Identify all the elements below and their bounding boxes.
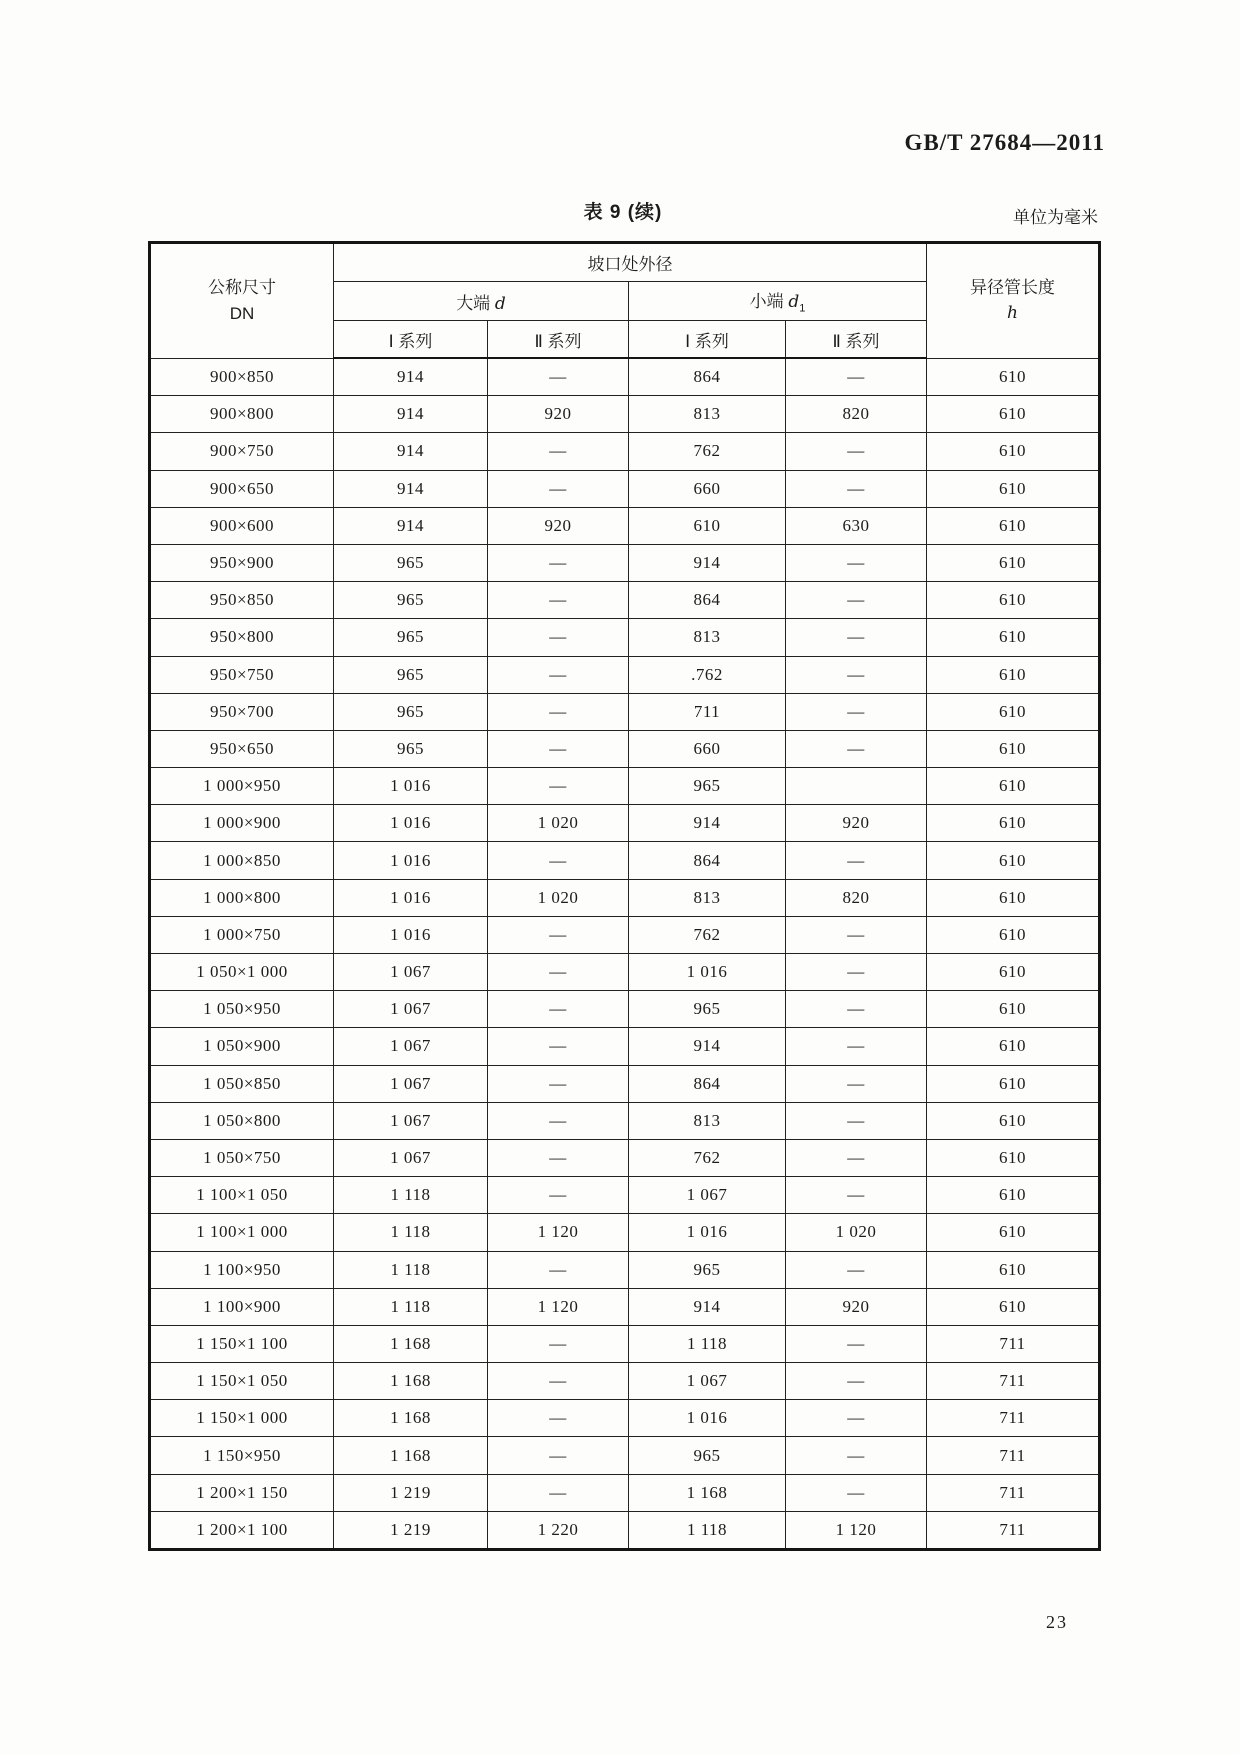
big-end-series2-cell: — [488, 582, 629, 619]
table-row [150, 1288, 1100, 1325]
small-end-series1-cell: 965 [629, 768, 786, 805]
header-big-end-series-1: Ⅰ 系列 [334, 321, 488, 359]
big-end-series1-cell: 1 118 [334, 1177, 488, 1214]
reducer-length-cell: 711 [927, 1474, 1100, 1511]
dn-cell: 1 000×950 [150, 768, 334, 805]
table-row [150, 768, 1100, 805]
small-end-series1-cell: .762 [629, 656, 786, 693]
table-row [150, 1325, 1100, 1362]
big-end-series2-cell: — [488, 1177, 629, 1214]
big-end-series2-cell: — [488, 1363, 629, 1400]
small-end-series2-cell: 1 120 [786, 1511, 927, 1549]
dn-cell: 900×800 [150, 396, 334, 433]
reducer-length-cell: 610 [927, 1139, 1100, 1176]
small-end-series1-cell: 1 016 [629, 1400, 786, 1437]
small-end-series1-cell: 1 168 [629, 1474, 786, 1511]
reducer-length-cell: 610 [927, 730, 1100, 767]
big-end-series2-cell: — [488, 842, 629, 879]
dn-cell: 1 000×850 [150, 842, 334, 879]
dn-cell: 950×850 [150, 582, 334, 619]
table-row [150, 507, 1100, 544]
small-end-series2-cell: — [786, 470, 927, 507]
small-end-series1-cell: 813 [629, 396, 786, 433]
small-end-series2-cell: — [786, 1177, 927, 1214]
small-end-series1-cell: 762 [629, 433, 786, 470]
dn-cell: 1 050×850 [150, 1065, 334, 1102]
small-end-series2-cell: — [786, 1474, 927, 1511]
table-row [150, 396, 1100, 433]
small-end-series1-cell: 965 [629, 1251, 786, 1288]
big-end-series2-cell: — [488, 991, 629, 1028]
small-end-series2-cell: 920 [786, 805, 927, 842]
reducer-length-cell: 610 [927, 1102, 1100, 1139]
big-end-series2-cell: — [488, 544, 629, 581]
dn-cell: 950×700 [150, 693, 334, 730]
small-end-series1-cell: 914 [629, 805, 786, 842]
small-end-series1-cell: 914 [629, 544, 786, 581]
small-end-series1-cell: 813 [629, 619, 786, 656]
small-end-series1-cell: 1 067 [629, 1177, 786, 1214]
table-row [150, 1474, 1100, 1511]
dn-cell: 1 150×1 000 [150, 1400, 334, 1437]
big-end-series2-cell: — [488, 1400, 629, 1437]
small-end-series2-cell: 1 020 [786, 1214, 927, 1251]
reducer-length-cell: 711 [927, 1325, 1100, 1362]
big-end-series1-cell: 1 118 [334, 1214, 488, 1251]
header-small-end-series-1: Ⅰ 系列 [629, 321, 786, 359]
table-row [150, 954, 1100, 991]
dn-cell: 900×600 [150, 507, 334, 544]
small-end-series2-cell: — [786, 954, 927, 991]
big-end-series2-cell: 1 120 [488, 1288, 629, 1325]
table-row [150, 358, 1100, 396]
dn-cell: 1 000×900 [150, 805, 334, 842]
big-end-series2-cell: — [488, 656, 629, 693]
header-big-end-series-2: Ⅱ 系列 [488, 321, 629, 359]
big-end-series2-cell: — [488, 916, 629, 953]
small-end-series2-cell: — [786, 916, 927, 953]
small-end-series2-cell: — [786, 1437, 927, 1474]
big-end-series2-cell: — [488, 619, 629, 656]
small-end-series1-cell: 813 [629, 879, 786, 916]
table-caption: 表 9 (续) [583, 202, 663, 223]
dn-cell: 1 000×800 [150, 879, 334, 916]
big-end-series1-cell: 965 [334, 544, 488, 581]
big-end-series1-cell: 1 016 [334, 842, 488, 879]
reducer-length-cell: 610 [927, 470, 1100, 507]
small-end-series1-cell: 762 [629, 916, 786, 953]
reducer-length-cell: 610 [927, 916, 1100, 953]
dn-cell: 900×750 [150, 433, 334, 470]
table-row [150, 544, 1100, 581]
dn-cell: 950×750 [150, 656, 334, 693]
big-end-series1-cell: 1 016 [334, 916, 488, 953]
reducer-length-cell: 610 [927, 879, 1100, 916]
big-end-series2-cell: — [488, 1102, 629, 1139]
big-end-series1-cell: 1 118 [334, 1288, 488, 1325]
small-end-series2-cell: — [786, 619, 927, 656]
header-nominal-size-symbol: DN [229, 303, 255, 323]
unit-note: 单位为毫米 [1013, 208, 1098, 227]
small-end-series2-cell: 820 [786, 396, 927, 433]
small-end-series2-cell: 920 [786, 1288, 927, 1325]
small-end-series2-cell: — [786, 544, 927, 581]
big-end-series1-cell: 914 [334, 470, 488, 507]
reducer-length-cell: 711 [927, 1363, 1100, 1400]
big-end-series1-cell: 1 016 [334, 805, 488, 842]
big-end-series2-cell: — [488, 1437, 629, 1474]
small-end-series1-cell: 1 016 [629, 954, 786, 991]
dn-cell: 1 100×1 050 [150, 1177, 334, 1214]
table-row [150, 1251, 1100, 1288]
dn-cell: 950×900 [150, 544, 334, 581]
small-end-series1-cell: 965 [629, 991, 786, 1028]
reducer-length-cell: 610 [927, 842, 1100, 879]
dn-cell: 1 050×1 000 [150, 954, 334, 991]
reducer-dimension-table [148, 241, 1101, 1551]
reducer-length-cell: 711 [927, 1437, 1100, 1474]
big-end-series2-cell: — [488, 1251, 629, 1288]
reducer-length-cell: 610 [927, 582, 1100, 619]
small-end-series2-cell: 630 [786, 507, 927, 544]
small-end-series1-cell: 1 118 [629, 1325, 786, 1362]
reducer-length-cell: 610 [927, 768, 1100, 805]
reducer-length-cell: 610 [927, 1251, 1100, 1288]
table-row [150, 656, 1100, 693]
small-end-series2-cell: — [786, 1325, 927, 1362]
dn-cell: 1 050×750 [150, 1139, 334, 1176]
big-end-series1-cell: 1 067 [334, 1065, 488, 1102]
reducer-length-cell: 610 [927, 693, 1100, 730]
table-row [150, 619, 1100, 656]
small-end-series1-cell: 864 [629, 1065, 786, 1102]
reducer-length-cell: 610 [927, 805, 1100, 842]
reducer-length-cell: 610 [927, 358, 1100, 396]
dn-cell: 1 150×950 [150, 1437, 334, 1474]
table-row [150, 805, 1100, 842]
big-end-series1-cell: 1 067 [334, 954, 488, 991]
reducer-length-cell: 610 [927, 656, 1100, 693]
table-row [150, 916, 1100, 953]
small-end-series1-cell: 1 118 [629, 1511, 786, 1549]
header-reducer-length [927, 243, 1100, 359]
dn-cell: 1 050×950 [150, 991, 334, 1028]
big-end-series1-cell: 1 067 [334, 1102, 488, 1139]
small-end-series2-cell: — [786, 730, 927, 767]
big-end-series2-cell: 1 020 [488, 805, 629, 842]
reducer-length-cell: 610 [927, 1177, 1100, 1214]
header-big-end: 大端 d [334, 282, 629, 321]
header-reducer-length-symbol: h [1007, 303, 1018, 324]
table-row [150, 1102, 1100, 1139]
small-end-series2-cell: — [786, 991, 927, 1028]
big-end-series1-cell: 1 168 [334, 1363, 488, 1400]
big-end-series1-cell: 1 067 [334, 991, 488, 1028]
small-end-series2-cell [786, 768, 927, 805]
small-end-series2-cell: 820 [786, 879, 927, 916]
header-nominal-size [150, 243, 334, 359]
table-row [150, 1028, 1100, 1065]
table-row [150, 433, 1100, 470]
dn-cell: 1 000×750 [150, 916, 334, 953]
table-row [150, 693, 1100, 730]
table-row [150, 1139, 1100, 1176]
big-end-series1-cell: 1 016 [334, 879, 488, 916]
big-end-series1-cell: 1 168 [334, 1437, 488, 1474]
small-end-series2-cell: — [786, 1139, 927, 1176]
header-bevel-od-group: 坡口处外径 [334, 243, 927, 282]
big-end-series2-cell: 920 [488, 507, 629, 544]
reducer-length-cell: 711 [927, 1400, 1100, 1437]
big-end-series2-cell: — [488, 1065, 629, 1102]
small-end-series1-cell: 864 [629, 582, 786, 619]
standard-number: GB/T 27684—2011 [904, 130, 1105, 155]
reducer-length-cell: 610 [927, 954, 1100, 991]
table-row [150, 842, 1100, 879]
small-end-series1-cell: 1 016 [629, 1214, 786, 1251]
small-end-series2-cell: — [786, 693, 927, 730]
small-end-series1-cell: 610 [629, 507, 786, 544]
dn-cell: 1 200×1 150 [150, 1474, 334, 1511]
big-end-series1-cell: 965 [334, 619, 488, 656]
table-row [150, 730, 1100, 767]
table-row [150, 1065, 1100, 1102]
small-end-series2-cell: — [786, 1028, 927, 1065]
big-end-series1-cell: 1 118 [334, 1251, 488, 1288]
reducer-length-cell: 610 [927, 433, 1100, 470]
table-body [150, 358, 1100, 1550]
big-end-series2-cell: — [488, 768, 629, 805]
small-end-series2-cell: — [786, 433, 927, 470]
reducer-length-cell: 711 [927, 1511, 1100, 1549]
table-row [150, 1214, 1100, 1251]
big-end-series2-cell: — [488, 954, 629, 991]
big-end-series2-cell: — [488, 693, 629, 730]
table-row [150, 1177, 1100, 1214]
table-row [150, 1400, 1100, 1437]
big-end-series1-cell: 1 067 [334, 1139, 488, 1176]
dn-cell: 950×800 [150, 619, 334, 656]
big-end-series1-cell: 965 [334, 582, 488, 619]
big-end-series1-cell: 1 168 [334, 1325, 488, 1362]
reducer-length-cell: 610 [927, 1065, 1100, 1102]
small-end-series1-cell: 762 [629, 1139, 786, 1176]
small-end-series2-cell: — [786, 656, 927, 693]
header-small-end: 小端 $d_1$ [629, 282, 927, 321]
dn-cell: 950×650 [150, 730, 334, 767]
table-row [150, 1363, 1100, 1400]
reducer-length-cell: 610 [927, 1214, 1100, 1251]
table-row [150, 470, 1100, 507]
big-end-series1-cell: 965 [334, 656, 488, 693]
big-end-series2-cell: 1 120 [488, 1214, 629, 1251]
dn-cell: 900×650 [150, 470, 334, 507]
small-end-series1-cell: 914 [629, 1288, 786, 1325]
header-nominal-size-label: 公称尺寸 [208, 278, 276, 298]
big-end-series1-cell: 965 [334, 730, 488, 767]
dn-cell: 1 050×800 [150, 1102, 334, 1139]
big-end-series1-cell: 1 168 [334, 1400, 488, 1437]
big-end-series1-cell: 914 [334, 433, 488, 470]
big-end-series1-cell: 1 016 [334, 768, 488, 805]
big-end-series1-cell: 1 067 [334, 1028, 488, 1065]
big-end-series1-cell: 914 [334, 358, 488, 396]
dn-cell: 1 100×950 [150, 1251, 334, 1288]
big-end-series2-cell: 1 020 [488, 879, 629, 916]
small-end-series2-cell: — [786, 1102, 927, 1139]
big-end-series2-cell: 920 [488, 396, 629, 433]
big-end-series2-cell: — [488, 1028, 629, 1065]
big-end-series1-cell: 914 [334, 507, 488, 544]
small-end-series1-cell: 660 [629, 730, 786, 767]
page-number: 23 [1046, 1612, 1068, 1632]
small-end-series2-cell: — [786, 582, 927, 619]
small-end-series1-cell: 864 [629, 358, 786, 396]
reducer-length-cell: 610 [927, 1028, 1100, 1065]
big-end-series1-cell: 914 [334, 396, 488, 433]
dn-cell: 1 100×1 000 [150, 1214, 334, 1251]
big-end-series2-cell: — [488, 470, 629, 507]
dn-cell: 1 150×1 050 [150, 1363, 334, 1400]
table-row [150, 1511, 1100, 1549]
big-end-series2-cell: — [488, 433, 629, 470]
table-row [150, 879, 1100, 916]
dn-cell: 900×850 [150, 358, 334, 396]
table-header [150, 243, 1100, 359]
big-end-series2-cell: — [488, 1474, 629, 1511]
big-end-series2-cell: 1 220 [488, 1511, 629, 1549]
table-row [150, 991, 1100, 1028]
small-end-series1-cell: 914 [629, 1028, 786, 1065]
dn-cell: 1 050×900 [150, 1028, 334, 1065]
small-end-series1-cell: 864 [629, 842, 786, 879]
big-end-series2-cell: — [488, 358, 629, 396]
small-end-series1-cell: 1 067 [629, 1363, 786, 1400]
big-end-series1-cell: 1 219 [334, 1474, 488, 1511]
reducer-length-cell: 610 [927, 991, 1100, 1028]
dn-cell: 1 150×1 100 [150, 1325, 334, 1362]
reducer-length-cell: 610 [927, 619, 1100, 656]
table-row [150, 582, 1100, 619]
small-end-series1-cell: 965 [629, 1437, 786, 1474]
big-end-series2-cell: — [488, 730, 629, 767]
small-end-series1-cell: 711 [629, 693, 786, 730]
header-row-groups [150, 243, 1100, 282]
small-end-series2-cell: — [786, 842, 927, 879]
table-row [150, 1437, 1100, 1474]
reducer-length-cell: 610 [927, 544, 1100, 581]
small-end-series1-cell: 660 [629, 470, 786, 507]
dn-cell: 1 200×1 100 [150, 1511, 334, 1549]
small-end-series2-cell: — [786, 1400, 927, 1437]
reducer-length-cell: 610 [927, 507, 1100, 544]
big-end-series1-cell: 965 [334, 693, 488, 730]
small-end-series2-cell: — [786, 1363, 927, 1400]
big-end-series2-cell: — [488, 1325, 629, 1362]
header-reducer-length-label: 异径管长度 [970, 277, 1055, 297]
big-end-series2-cell: — [488, 1139, 629, 1176]
small-end-series2-cell: — [786, 1065, 927, 1102]
small-end-series1-cell: 813 [629, 1102, 786, 1139]
header-small-end-series-2: Ⅱ 系列 [786, 321, 927, 359]
small-end-series2-cell: — [786, 358, 927, 396]
reducer-length-cell: 610 [927, 396, 1100, 433]
reducer-length-cell: 610 [927, 1288, 1100, 1325]
big-end-series1-cell: 1 219 [334, 1511, 488, 1549]
small-end-series2-cell: — [786, 1251, 927, 1288]
dn-cell: 1 100×900 [150, 1288, 334, 1325]
